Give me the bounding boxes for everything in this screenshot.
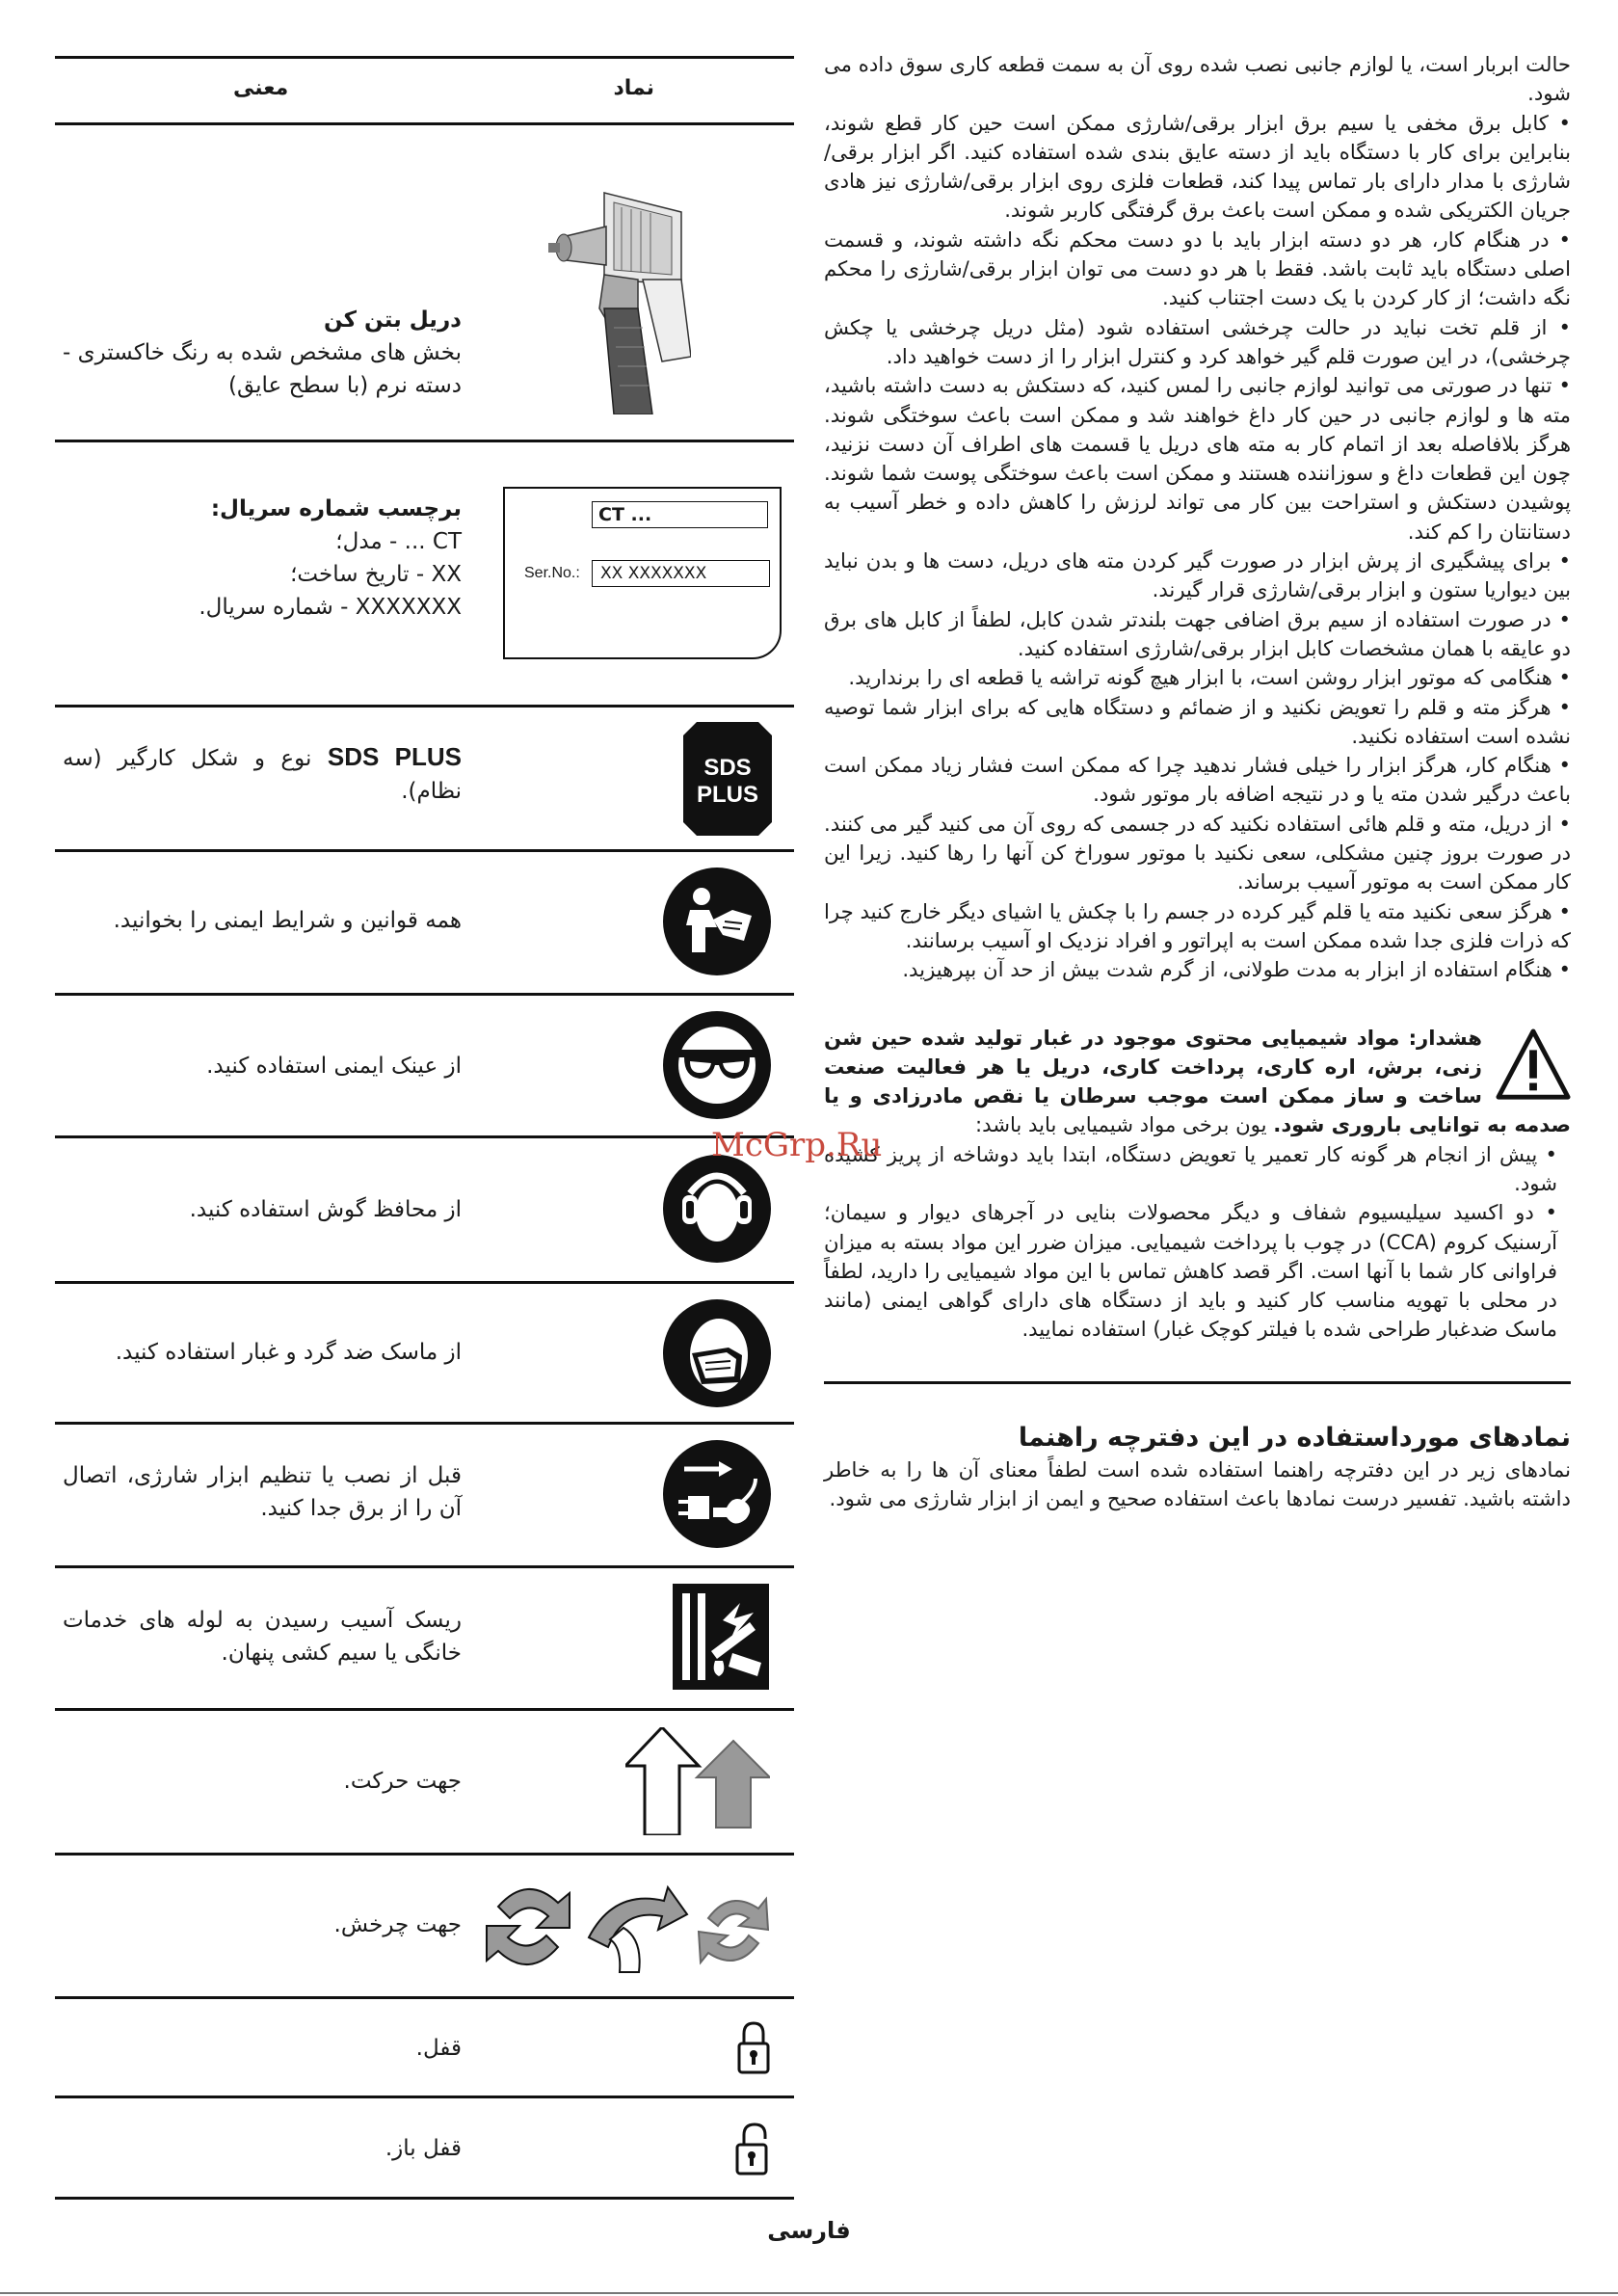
row-text: ریسک آسیب رسیدن به لوله های خدمات خانگی یا سیم کشی پنهان. <box>63 1608 462 1666</box>
footer-divider <box>0 2292 1618 2294</box>
row-meaning <box>63 1604 462 1669</box>
table-row <box>55 707 794 852</box>
dust-mask-icon <box>663 1299 771 1407</box>
table-row <box>55 442 794 707</box>
row-text: از عینک ایمنی استفاده کنید. <box>206 1054 462 1079</box>
row-meaning <box>63 493 462 624</box>
divider <box>824 1381 1571 1384</box>
paragraph: • از دریل، مته و قلم هائی استفاده نکنید که در جسمی که روی آن می کنید گیر می کنند. در صورت بروز چنین مشکلی، سعی نکنید با موتور سوراخ کن آنها را رها کنید. زیرا این کار ممکن است به موتور آسیب برساند. <box>824 811 1571 894</box>
paragraph: • در صورت استفاده از سیم برق اضافی جهت بلندتر شدن کابل، لطفاً از کابل های برق دو عایقه با همان مشخصات کابل ابزار برقی/شارژی استفاده کنید. <box>824 606 1571 660</box>
row-meaning <box>63 1765 462 1798</box>
unlock-icon <box>735 2122 774 2176</box>
row-title: SDS PLUS <box>327 742 462 771</box>
movement-direction-icon <box>625 1727 770 1835</box>
paragraph: • تنها در صورتی می توانید لوازم جانبی را لمس کنید، که دستکش به دست داشته باشید، مته ها و لوازم جانبی در حین کار داغ خواهند شد و ممکن است باعث سوختگی شوند. هرگز بلافاصله بعد از اتمام کار به مته های دریل یا قسمت های اطراف آن دست نزنید، چون این قطعات داغ و سوزاننده هستند و ممکن است باعث سوختگی پوست شما شوند. پوشیدن دستکش و استراحت بین کار می تواند لرزش را کاهش داده و خطر آسیب به دستانتان را کم کند. <box>824 373 1571 544</box>
paragraph: • هنگام کار، هرگز ابزار را خیلی فشار ندهید چرا که ممکن است فشار زیاد ممکن است باعث درگیر شدن مته یا و در نتیجه اضافه بار موتور شود. <box>824 753 1571 807</box>
row-line: XXXXXXX - شماره سریال. <box>199 595 462 620</box>
symbols-table <box>55 56 794 2200</box>
row-line: XX - تاریخ ساخت؛ <box>290 562 462 587</box>
section-title: نمادهای مورداستفاده در این دفترچه راهنما <box>1018 1422 1571 1453</box>
table-row <box>55 1711 794 1855</box>
paragraph: • هنگام استفاده از ابزار به مدت طولانی، از گرم شدت بیش از حد آن بپرهیزید. <box>902 957 1571 982</box>
row-meaning <box>63 2032 462 2065</box>
row-text: از ماسک ضد گرد و غبار استفاده کنید. <box>115 1340 462 1365</box>
table-header <box>55 56 794 125</box>
row-text: قفل باز. <box>385 2136 462 2161</box>
table-row <box>55 2098 794 2200</box>
paragraph: حالت ابربار است، یا لوازم جانبی نصب شده روی آن به سمت قطعه کاری سوق داده می شود. <box>824 52 1571 106</box>
lock-icon <box>737 2020 770 2074</box>
plus-text: PLUS <box>696 782 759 808</box>
row-meaning <box>63 904 462 937</box>
header-meaning: معنی <box>233 76 289 100</box>
row-title: برچسب شماره سریال: <box>210 496 462 521</box>
warning-triangle-icon <box>1496 1028 1571 1103</box>
row-title: دریل بتن کن <box>323 307 462 333</box>
row-meaning <box>63 2132 462 2165</box>
ear-protection-icon <box>663 1155 771 1263</box>
serial-ct-field: CT ... <box>592 501 768 528</box>
section-intro: نمادهای زیر در این دفترچه راهنما استفاده شده است لطفاً معنای آن ها را به خاطر داشته باشید. تفسیر درست نمادها باعث استفاده صحیح و ایمن از ابزار شارژی می شود. <box>824 1456 1571 1511</box>
row-meaning <box>63 740 462 808</box>
safety-goggles-icon <box>663 1011 771 1119</box>
row-text: جهت چرخش. <box>333 1912 462 1937</box>
row-meaning <box>63 304 462 402</box>
row-text: از محافظ گوش استفاده کنید. <box>189 1197 462 1222</box>
watermark: McGrp.Ru <box>711 1126 883 1164</box>
paragraph: • برای پیشگیری از پرش ابزار در صورت گیر کردن مته های دریل، دست ها و بدن نباید بین دیواریا ستون و ابزار برقی/شارژی قرار گیرند. <box>824 548 1571 602</box>
chemical-warning <box>824 1024 1571 1345</box>
sds-plus-badge <box>683 722 772 836</box>
unplug-icon <box>663 1440 771 1548</box>
header-symbol: نماد <box>613 76 654 100</box>
warning-bullet: • پیش از انجام هر گونه کار تعمیر یا تعویض دستگاه، ابتدا باید دوشاخه از پریز کشیده شود. <box>824 1141 1557 1195</box>
table-row <box>55 996 794 1138</box>
paragraph: • در هنگام کار، هر دو دسته ابزار باید با دو دست محکم نگه داشته شوند، و قسمت اصلی دستگاه باید ثابت باشد. فقط با هر دو دست می توان ابزار برقی/شارژی را محکم نگه داشت؛ از کار کردن با یک دست اجتناب کنید. <box>824 227 1571 310</box>
sds-text: SDS <box>703 755 752 781</box>
row-meaning <box>63 1050 462 1082</box>
row-text: همه قوانین و شرایط ایمنی را بخوانید. <box>113 908 462 933</box>
table-row <box>55 125 794 442</box>
serial-no-label: Ser.No.: <box>524 565 580 581</box>
table-row <box>55 1284 794 1425</box>
serial-label <box>503 487 782 659</box>
paragraph: • هنگامی که موتور ابزار روشن است، با ابزار هیچ گونه تراشه یا قطعه ای را برندارید. <box>848 665 1571 690</box>
row-meaning <box>63 1193 462 1226</box>
warning-text: یون برخی مواد شیمیایی باید باشد: <box>974 1112 1267 1137</box>
warning-bullet: • دو اکسید سیلیسیوم شفاف و دیگر محصولات بنایی در آجرهای دیوار و سیمان؛ آرسنیک کروم (CCA) در چوب با پرداخت شیمیایی. میزان ضرر این مواد بسته به میزان فراوانی کار شما با آنها است. اگر قصد کاهش تماس با این مواد شیمیایی را دارید، لطفاً در محلی با تهویه مناسب کار کنید و باید از دستگاه های دارای گواهی ایمنی (مانند ماسک ضدغبار طراحی شده با فیلتر کوچک غبار) استفاده نمایید. <box>824 1200 1557 1342</box>
row-text: جهت حرکت. <box>343 1769 462 1794</box>
paragraph: • هرگز مته و قلم را تعویض نکنید و از ضمائم و دستگاه هایی که برای ابزار شما توصیه نشده است استفاده نکنید. <box>824 694 1571 748</box>
table-row <box>55 1425 794 1568</box>
row-text: قبل از نصب یا تنظیم ابزار شارژی، اتصال آن را از برق جدا کنید. <box>63 1463 462 1521</box>
paragraph: • هرگز سعی نکنید مته یا قلم گیر کرده در جسم را با چکش یا اشیای دیگر خارج کنید چرا که ذرات فلزی جدا شده ممکن است به اپراتور و افراد نزدیک او آسیب برسانند. <box>824 898 1571 952</box>
footer-language: فارسی <box>767 2217 851 2244</box>
table-row <box>55 1568 794 1711</box>
row-meaning <box>63 1909 462 1941</box>
paragraph: • کابل برق مخفی یا سیم برق ابزار برقی/شارژی ممکن است حین کار قطع شوند، بنابراین برای کار با دستگاه باید از دسته عایق بندی شده استفاده کنید. اگر ابزار برقی/شارژی با مدار دارای بار تماس پیدا کند، قطعات فلزی روی ابزار برقی/شارژی نیز هادی جریان الکتریکی شده و ممکن است باعث برق گرفتگی کاربر شوند. <box>824 110 1571 223</box>
row-text: بخش های مشخص شده به رنگ خاکستری - دسته نرم (با سطح عایق) <box>63 340 462 398</box>
row-text: نوع و شکل کارگیر (سه نظام). <box>63 746 462 804</box>
serial-value-field: XX XXXXXXX <box>592 560 770 587</box>
table-row <box>55 1138 794 1284</box>
table-row <box>55 852 794 996</box>
table-row <box>55 1999 794 2098</box>
rotation-direction-icon <box>479 1880 773 1974</box>
row-text: قفل. <box>415 2036 462 2061</box>
warning-title: هشدار: مواد شیمیایی محتوی موجود در غبار تولید شده حین شن زنی، برش، اره کاری، پرداخت کاری، دریل یا هر فعالیت صنعت ساخت و ساز ممکن است موجب سرطان یا نقص مادرزادی و یا صدمه به توانایی باروری شود. <box>824 1025 1571 1137</box>
table-row <box>55 1855 794 1999</box>
hidden-pipes-warning-icon <box>673 1584 769 1690</box>
paragraph: • از قلم تخت نباید در حالت چرخشی استفاده شود (مثل دریل چرخشی یا چکش چرخشی)، در این صورت قلم گیر خواهد کرد و کنترل ابزار را از دست خواهید داد. <box>824 314 1571 368</box>
safety-instructions-column <box>824 50 1571 1513</box>
row-meaning <box>63 1336 462 1369</box>
row-line: CT ... - مدل؛ <box>335 529 462 554</box>
rotary-hammer-drill-image <box>546 174 691 414</box>
row-meaning <box>63 1459 462 1525</box>
read-manual-icon <box>663 868 771 975</box>
